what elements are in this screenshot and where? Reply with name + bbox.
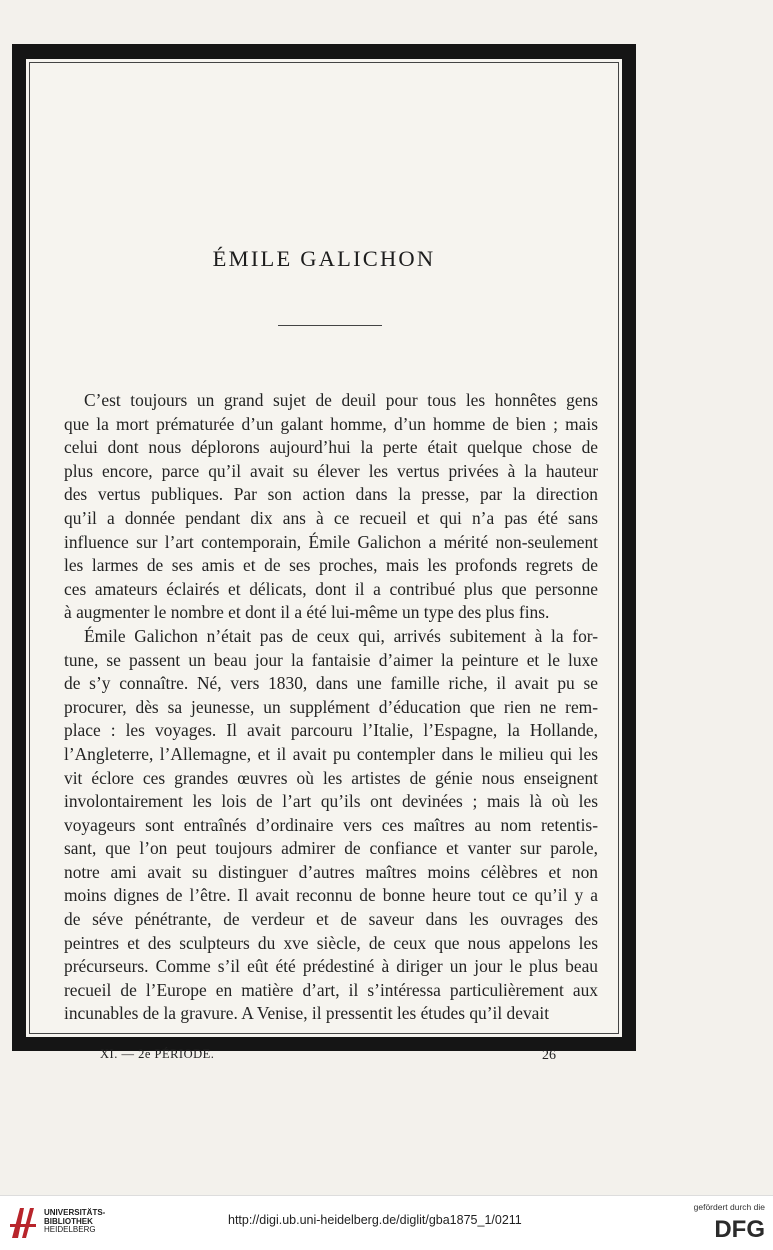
text-line: notre ami avait su distinguer d’autres maîtres moins célèbres et non <box>64 861 598 882</box>
article-body <box>64 389 598 1026</box>
running-foot <box>100 1047 556 1067</box>
paragraph-2 <box>64 625 598 1026</box>
text-line: tune, se passent un beau jour la fantaisie d’aimer la peinture et le luxe <box>64 649 598 670</box>
dfg-logo-text: DFG <box>714 1216 765 1240</box>
viewer-footer <box>0 1195 773 1250</box>
paragraph-1 <box>64 389 598 625</box>
library-name-line-2: BIBLIOTHEK <box>44 1216 93 1226</box>
text-line: de séve pénétrante, de verdeur et de saveur dans les ouvrages des <box>64 909 598 930</box>
text-line: de s’y connaître. Né, vers 1830, dans une famille riche, il avait pu se <box>64 673 598 694</box>
text-line: ces amateurs éclairés et délicats, dont il a contribué plus que personne <box>64 578 598 599</box>
text-line: que la mort prématurée d’un galant homme, d’un homme de bien ; mais <box>64 413 598 434</box>
text-line: voyageurs sont entraînés d’ordinaire vers ces maîtres au nom retentis- <box>64 814 598 835</box>
source-url-link[interactable]: http://digi.ub.uni-heidelberg.de/diglit/gba1875_1/0211 <box>228 1213 522 1227</box>
text-line: plus encore, parce qu’il avait su élever les vertus privées à la hauteur <box>64 460 598 481</box>
page-number: 26 <box>542 1048 556 1063</box>
text-line: précurseurs. Comme s’il eût été prédestiné à diriger un jour le plus beau <box>64 956 598 977</box>
text-line: vit éclore ces grandes œuvres où les artistes de génie nous enseignent <box>64 767 598 788</box>
text-line: Émile Galichon n’était pas de ceux qui, arrivés subitement à la for- <box>84 625 598 646</box>
library-name <box>44 1209 105 1235</box>
dfg-logo-icon <box>693 1216 765 1240</box>
text-line: peintres et des sculpteurs du xve siècle, de ceux que nous appelons les <box>64 932 598 953</box>
text-line: à augmenter le nombre et dont il a été lui-même un type des plus fins. <box>64 602 550 623</box>
mourning-border-frame <box>12 44 636 1051</box>
text-line: recueil de l’Europe en matière d’art, il s’intéressa particulièrement aux <box>64 979 598 1000</box>
text-line: celui dont nous déplorons aujourd’hui la perte était quelque chose de <box>64 437 598 458</box>
article-title: ÉMILE GALICHON <box>212 246 436 271</box>
text-line: des vertus publiques. Par son action dans la presse, par la direction <box>64 484 598 505</box>
volume-period-text: XI. — 2e PÉRIODE. <box>100 1047 215 1061</box>
library-name-line-1: UNIVERSITÄTS- <box>44 1208 106 1217</box>
university-library-logo-icon <box>8 1204 38 1240</box>
text-line: place : les voyages. Il avait parcouru l’Italie, l’Espagne, la Hollande, <box>64 720 598 741</box>
text-line: procurer, dès sa jeunesse, un supplément d’éducation que rien ne rem- <box>64 696 598 717</box>
title-divider <box>278 325 382 326</box>
text-line: l’Angleterre, l’Allemagne, et il avait pu contempler dans le milieu qui les <box>64 743 598 764</box>
funding-credit <box>685 1202 765 1240</box>
text-line: C’est toujours un grand sujet de deuil pour tous les honnêtes gens <box>84 390 598 410</box>
text-line: involontairement les lois de l’art qu’ils ont devinées ; mais là où les <box>64 791 598 812</box>
text-line: incunables de la gravure. A Venise, il pressentit les études qu’il devait <box>64 1003 550 1024</box>
text-line: sant, que l’on peut toujours admirer de confiance et vanter sur parole, <box>64 838 598 859</box>
volume-period <box>100 1047 214 1062</box>
funding-label: gefördert durch die <box>693 1202 765 1212</box>
text-line: influence sur l’art contemporain, Émile Galichon a mérité non-seulement <box>64 531 598 552</box>
text-line: les larmes de ses amis et de ses proches, mais les profonds regrets de <box>64 555 598 576</box>
text-line: moins dignes de l’être. Il avait reconnu de bonne heure tout ce qu’il y a <box>64 885 598 906</box>
library-name-line-3: HEIDELBERG <box>44 1225 96 1234</box>
text-line: qu’il a donnée pendant dix ans à ce recueil et qui n’a pas été sans <box>64 507 598 528</box>
